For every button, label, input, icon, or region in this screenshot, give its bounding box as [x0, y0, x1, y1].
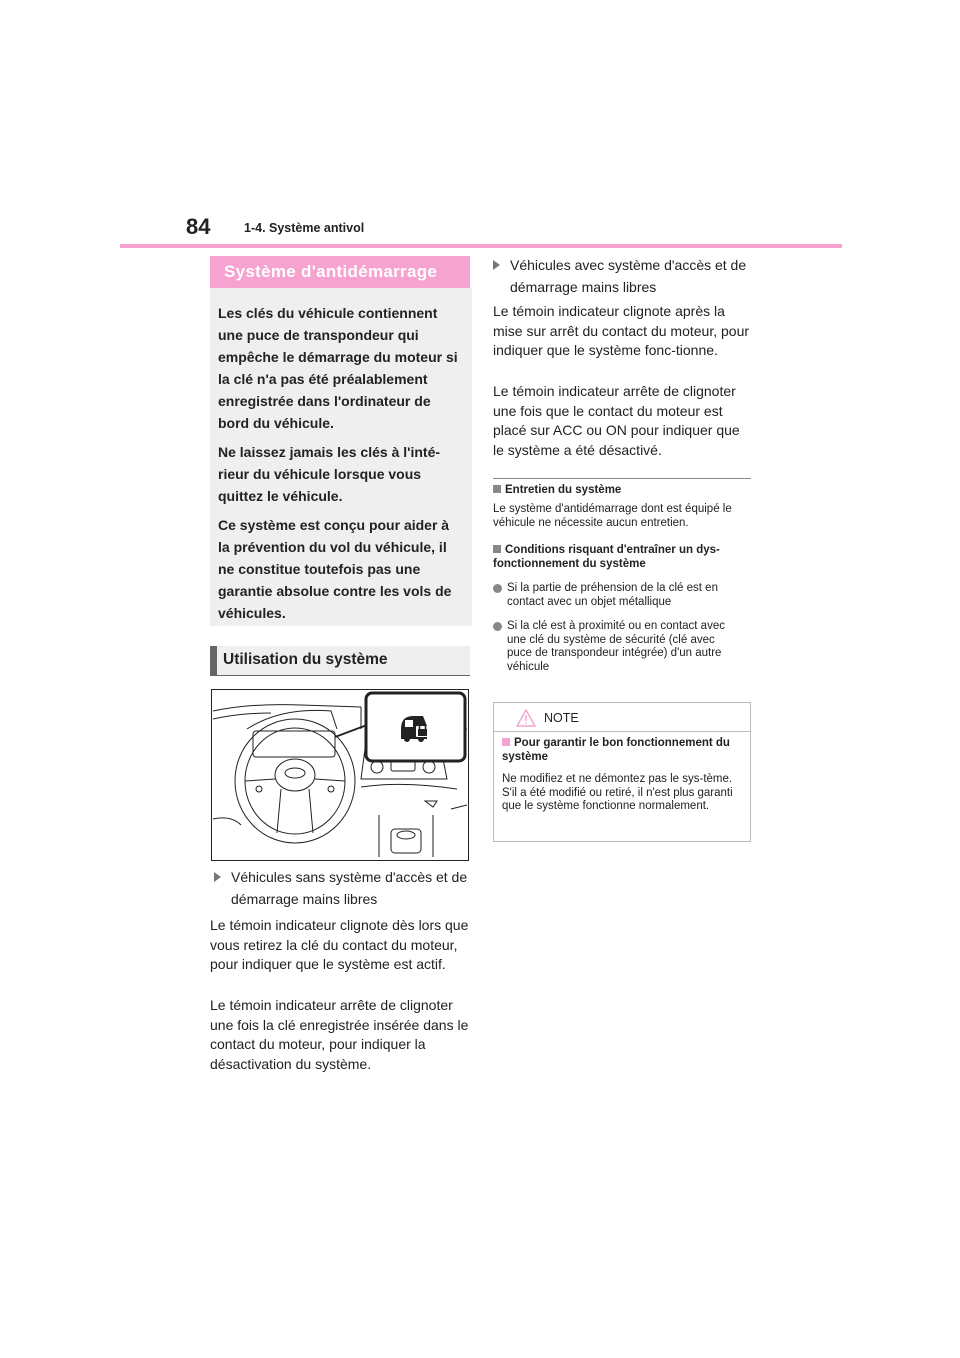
divider	[493, 478, 751, 479]
warning-triangle-icon	[516, 709, 536, 727]
immobilizer-paragraph: Ce système est conçu pour aider à la prévention du vol du véhicule, il ne constitue toutefois pas une garantie absolue contre les vols de véhicules.	[218, 517, 452, 621]
bullet-label: Véhicules avec système d'accès et de démarrage mains libres	[510, 257, 747, 295]
square-bullet-icon	[493, 545, 501, 553]
bullet-without-smart-key	[214, 866, 470, 910]
immobilizer-paragraph: Ne laissez jamais les clés à l'inté-rieur du véhicule lorsque vous quittez le véhicule.	[218, 444, 441, 504]
square-bullet-icon	[493, 485, 501, 493]
bullet-label: Véhicules sans système d'accès et de démarrage mains libres	[231, 869, 468, 907]
note-box	[493, 702, 751, 842]
header-rule	[120, 244, 842, 248]
bullet-with-smart-key	[493, 254, 749, 298]
immobilizer-title: Système d'antidémarrage	[210, 256, 470, 288]
circle-bullet-icon	[493, 622, 502, 631]
note-heading: Pour garantir le bon fonctionnement du système	[502, 737, 730, 763]
body-paragraph: Le témoin indicateur arrête de clignoter une fois que le contact du moteur est placé sur ACC ou ON pour indiquer que le système a été désactivé.	[493, 383, 740, 458]
page-number: 84	[186, 214, 211, 239]
note-header	[494, 703, 750, 732]
circle-bullet-icon	[493, 584, 502, 593]
note-text: Ne modifiez et ne démontez pas le sys-tème. S'il a été modifié ou retiré, il n'est plus garanti que le système fonctionne normalement.	[502, 773, 733, 812]
section-title: 1-4. Système antivol	[244, 221, 365, 235]
usage-title: Utilisation du système	[210, 646, 470, 676]
triangle-bullet-icon	[493, 260, 500, 270]
dashboard-illustration	[211, 689, 469, 861]
triangle-bullet-icon	[214, 872, 221, 882]
immobilizer-description	[210, 288, 472, 626]
square-bullet-icon	[502, 738, 510, 746]
malfunction-item: Si la partie de préhension de la clé est en contact avec un objet métallique	[493, 582, 738, 609]
body-paragraph: Le témoin indicateur arrête de clignoter une fois la clé enregistrée insérée dans le contact du moteur, pour indiquer la désactivation du système.	[210, 997, 469, 1072]
maintenance-text: Le système d'antidémarrage dont est équipé le véhicule ne nécessite aucun entretien.	[493, 503, 732, 529]
body-paragraph: Le témoin indicateur clignote dès lors que vous retirez la clé du contact du moteur, pour indiquer que le système est actif.	[210, 917, 469, 972]
malfunction-item: Si la clé est à proximité ou en contact avec une clé du système de sécurité (clé avec puce de transpondeur intégrée) d'un autre véhicule	[493, 620, 738, 674]
malfunction-heading: Conditions risquant d'entraîner un dys-fonctionnement du système	[493, 544, 720, 570]
note-label: NOTE	[544, 711, 579, 725]
body-paragraph: Le témoin indicateur clignote après la mise sur arrêt du contact du moteur, pour indiquer que le système fonc-tionne.	[493, 303, 750, 358]
immobilizer-paragraph: Les clés du véhicule contiennent une puce de transpondeur qui empêche le démarrage du moteur si la clé n'a pas été préalablement enregistrée dans l'ordinateur de bord du véhicule.	[218, 305, 458, 431]
maintenance-heading: Entretien du système	[493, 484, 751, 498]
